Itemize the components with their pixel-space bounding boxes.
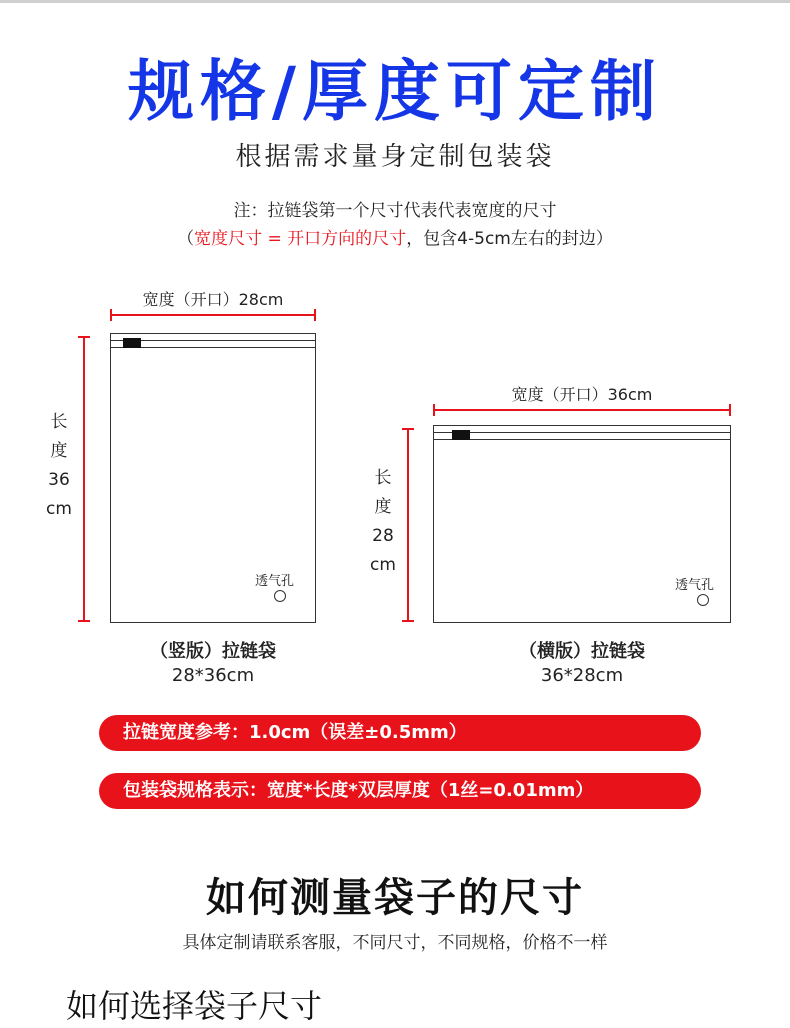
bag2-length-unit: cm (370, 555, 396, 575)
width-definition-note (0, 227, 790, 251)
bag1-width-dimension-line (110, 314, 316, 316)
size-note: 注：拉链袋第一个尺寸代表代表宽度的尺寸 (233, 201, 557, 221)
bag2-length-char: 长 (374, 468, 392, 488)
zipper-slider (123, 338, 141, 348)
bag2-size: 36*28cm (540, 665, 624, 686)
bag2-width-label: 宽度（开口）36cm (511, 385, 653, 404)
vent-hole-label: 透气孔 (675, 578, 715, 593)
bag2-length-char: 度 (374, 497, 392, 517)
page-subtitle: 根据需求量身定制包装袋 (235, 142, 555, 172)
top-divider (0, 0, 790, 3)
zipper-track (111, 340, 315, 348)
bag1-width-label: 宽度（开口）28cm (142, 290, 284, 309)
bag1-caption (110, 640, 316, 688)
note-open-paren: （ (177, 229, 195, 249)
width-definition-highlight: 宽度尺寸 = 开口方向的尺寸 (194, 229, 407, 249)
vertical-zipper-bag (110, 333, 316, 623)
note-detail: ，包含4-5cm左右的封边） (406, 229, 613, 249)
bag2-caption (433, 640, 731, 688)
bag1-length-dimension-line (83, 336, 85, 622)
vent-hole-label: 透气孔 (255, 574, 295, 589)
vent-hole-icon (697, 594, 709, 606)
measure-section-title: 如何测量袋子的尺寸 (206, 875, 584, 921)
bag1-size: 28*36cm (171, 665, 255, 686)
zipper-slider (452, 430, 470, 440)
bag2-width-dimension-line (433, 409, 731, 411)
zipper-width-banner: 拉链宽度参考：1.0cm（误差±0.5mm） (99, 715, 701, 751)
bag1-length-unit: cm (46, 499, 72, 519)
vent-hole-icon (274, 590, 286, 602)
bag2-length-value: 28 (372, 526, 394, 546)
measure-section-subtitle: 具体定制请联系客服，不同尺寸，不同规格，价格不一样 (182, 933, 608, 953)
bag2-length-dimension-line (407, 428, 409, 622)
bag1-length-value: 36 (48, 470, 70, 490)
choose-section-title: 如何选择袋子尺寸 (66, 987, 323, 1025)
bag2-type: （横版）拉链袋 (519, 641, 645, 662)
bag2-length-label (364, 464, 402, 580)
bag1-length-char: 度 (50, 441, 68, 461)
zipper-track (434, 432, 730, 440)
bag1-length-char: 长 (50, 412, 68, 432)
page-title: 规格/厚度可定制 (127, 53, 663, 130)
horizontal-zipper-bag (433, 425, 731, 623)
spec-format-banner: 包装袋规格表示：宽度*长度*双层厚度（1丝=0.01mm） (99, 773, 701, 809)
bag1-type: （竖版）拉链袋 (150, 641, 276, 662)
bag1-length-label (40, 408, 78, 524)
